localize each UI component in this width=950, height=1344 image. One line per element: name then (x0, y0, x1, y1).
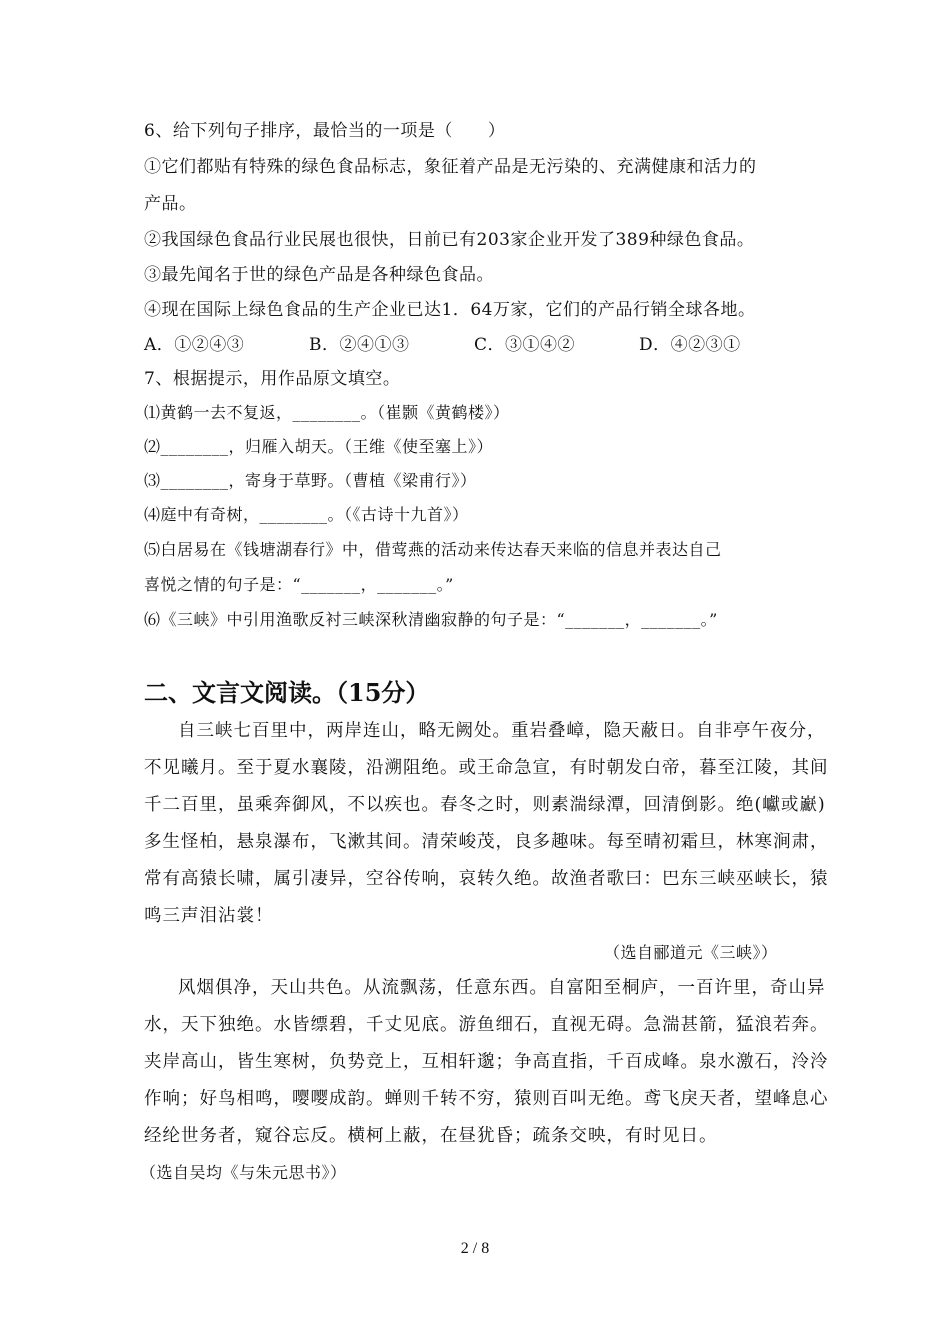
section-heading: 二、文言文阅读。（15分） (144, 678, 430, 707)
q6-sentence-2: ②我国绿色食品行业民展也很快，日前已有203家企业开发了389种绿色食品。 (144, 230, 755, 250)
q7-stem: 7、根据提示，用作品原文填空。 (144, 369, 401, 389)
passage-2-line: 水，天下独绝。水皆缥碧，千丈见底。游鱼细石，直视无碍。急湍甚箭，猛浪若奔。 (144, 1015, 829, 1035)
q6-stem: 6、给下列句子排序，最恰当的一项是（ ） (144, 121, 506, 141)
q6-options (144, 334, 741, 356)
passage-2-line: 作响；好鸟相鸣，嘤嘤成韵。蝉则千转不穷，猿则百叫无绝。鸢飞戾天者，望峰息心 (144, 1089, 829, 1109)
option-b: B．②④①③ (309, 335, 410, 355)
passage-2-line: 风烟俱净，天山共色。从流飘荡，任意东西。自富阳至桐庐，一百许里，奇山异 (178, 978, 826, 998)
option-d: D．④②③① (639, 335, 741, 355)
q7-item-5: ⑸白居易在《钱塘湖春行》中，借莺燕的活动来传达春天来临的信息并表达自己 (144, 540, 722, 559)
q7-item-2: ⑵________，归雁入胡天。（王维《使至塞上》） (144, 437, 494, 456)
q6-sentence-1: ①它们都贴有特殊的绿色食品标志，象征着产品是无污染的、充满健康和活力的 (144, 157, 757, 177)
passage-1-line: 鸣三声泪沾裳！ (144, 906, 274, 926)
passage-2-source: （选自吴均《与朱元思书》） (140, 1163, 347, 1182)
option-a: A．①②④③ (144, 335, 245, 355)
q7-item-5-cont: 喜悦之情的句子是：“_______，_______。” (144, 575, 454, 594)
q6-sentence-4: ④现在国际上绿色食品的生产企业已达1．64万家，它们的产品行销全球各地。 (144, 300, 756, 320)
passage-1-source: （选自郦道元《三峡》） (604, 943, 778, 962)
passage-1-line: 不见曦月。至于夏水襄陵，沿溯阻绝。或王命急宣，有时朝发白帝，暮至江陵，其间 (144, 758, 829, 778)
page-number: 2 / 8 (460, 1240, 490, 1257)
passage-2-line: 夹岸高山，皆生寒树，负势竞上，互相轩邈；争高直指，千百成峰。泉水激石，泠泠 (144, 1052, 829, 1072)
option-c: C．③①④② (474, 335, 576, 355)
q7-item-3: ⑶________，寄身于草野。（曹植《梁甫行》） (144, 471, 477, 490)
q7-item-6: ⑹《三峡》中引用渔歌反衬三峡深秋清幽寂静的句子是：“_______，_______。” (144, 610, 718, 629)
passage-1-line: 千二百里，虽乘奔御风，不以疾也。春冬之时，则素湍绿潭，回清倒影。绝(巘或巚) (144, 795, 826, 815)
q7-item-4: ⑷庭中有奇树，________。（《古诗十九首》） (144, 505, 469, 524)
q6-sentence-3: ③最先闻名于世的绿色产品是各种绿色食品。 (144, 265, 494, 285)
passage-1-line: 常有高猿长啸，属引凄异，空谷传响，哀转久绝。故渔者歌曰：巴东三峡巫峡长，猿 (144, 869, 829, 889)
passage-2-line: 经纶世务者，窥谷忘反。横柯上蔽，在昼犹昏；疏条交映，有时见日。 (144, 1126, 718, 1146)
passage-1-line: 多生怪柏，悬泉瀑布，飞漱其间。清荣峻茂，良多趣味。每至晴初霜旦，林寒涧肃， (144, 832, 829, 852)
passage-1-line: 自三峡七百里中，两岸连山，略无阙处。重岩叠嶂，隐天蔽日。自非亭午夜分， (178, 721, 826, 741)
q6-sentence-1-cont: 产品。 (144, 194, 197, 214)
q7-item-1: ⑴黄鹤一去不复返，________。（崔颢《黄鹤楼》） (144, 403, 510, 422)
